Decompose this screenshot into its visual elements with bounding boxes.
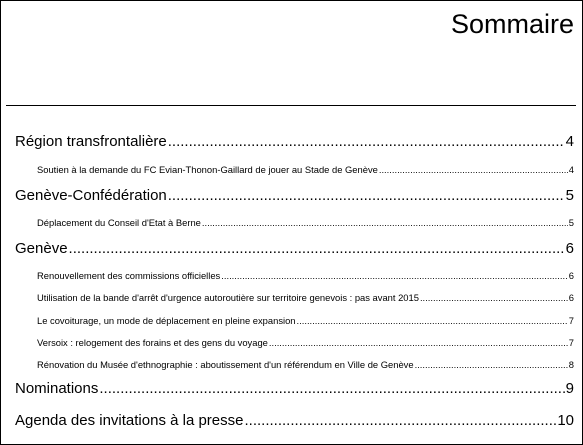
dot-leader [168,133,565,151]
toc-entry-covoiturage[interactable] [37,315,574,327]
toc-entry-page: 7 [568,337,574,348]
toc-entry-bande-arret-urgence[interactable] [37,292,574,304]
toc-entry-label: Utilisation de la bande d'arrêt d'urgence autoroutière sur territoire genevois : pas avant 2015 [37,292,419,303]
toc-entry-soutien-fc-evian[interactable] [37,164,574,176]
toc-entry-page: 6 [568,292,574,303]
dot-leader [420,292,568,304]
toc-entry-label: Versoix : relogement des forains et des gens du voyage [37,337,268,348]
toc-entry-label: Nominations [15,380,99,397]
toc-entry-label: Renouvellement des commissions officielles [37,270,221,281]
toc-entry-versoix-relogement[interactable] [37,337,574,349]
dot-leader [269,337,568,349]
toc-entry-label: Genève [15,240,68,257]
toc-entry-deplacement-conseil-etat[interactable] [37,217,574,229]
toc-entry-page: 5 [568,217,574,228]
toc-entry-label: Rénovation du Musée d'ethnographie : aboutissement d'un référendum en Ville de Genève [37,359,414,370]
toc-entry-geneve-confederation[interactable] [15,187,574,205]
table-of-contents [1,1,582,444]
toc-entry-label: Le covoiturage, un mode de déplacement en pleine expansion [37,315,296,326]
toc-entry-region-transfrontaliere[interactable] [15,133,574,151]
dot-leader [69,240,565,258]
dot-leader [415,359,568,371]
dot-leader [379,164,568,176]
toc-entry-renouvellement-commissions[interactable] [37,270,574,282]
toc-entry-geneve[interactable] [15,240,574,258]
dot-leader [297,315,568,327]
toc-entry-musee-ethnographie[interactable] [37,359,574,371]
toc-entry-label: Soutien à la demande du FC Evian-Thonon-Gaillard de jouer au Stade de Genève [37,164,378,175]
page-title: Sommaire [450,9,574,39]
dot-leader [221,270,568,282]
toc-entry-page: 6 [568,270,574,281]
toc-entry-nominations[interactable] [15,380,574,398]
toc-entry-page: 6 [565,240,574,257]
toc-entry-page: 5 [565,187,574,204]
dot-leader [202,217,568,229]
toc-entry-label: Genève-Confédération [15,187,167,204]
toc-entry-label: Déplacement du Conseil d'Etat à Berne [37,217,201,228]
toc-entry-label: Région transfrontalière [15,133,167,150]
toc-entry-label: Agenda des invitations à la presse [15,412,244,429]
dot-leader [244,412,556,430]
toc-entry-page: 10 [557,412,574,429]
toc-entry-page: 7 [568,315,574,326]
toc-entry-page: 8 [568,359,574,370]
toc-entry-page: 4 [565,133,574,150]
toc-entry-page: 4 [568,164,574,175]
dot-leader [99,380,564,398]
toc-entry-agenda-invitations[interactable] [15,412,574,430]
toc-entry-page: 9 [565,380,574,397]
dot-leader [168,187,565,205]
